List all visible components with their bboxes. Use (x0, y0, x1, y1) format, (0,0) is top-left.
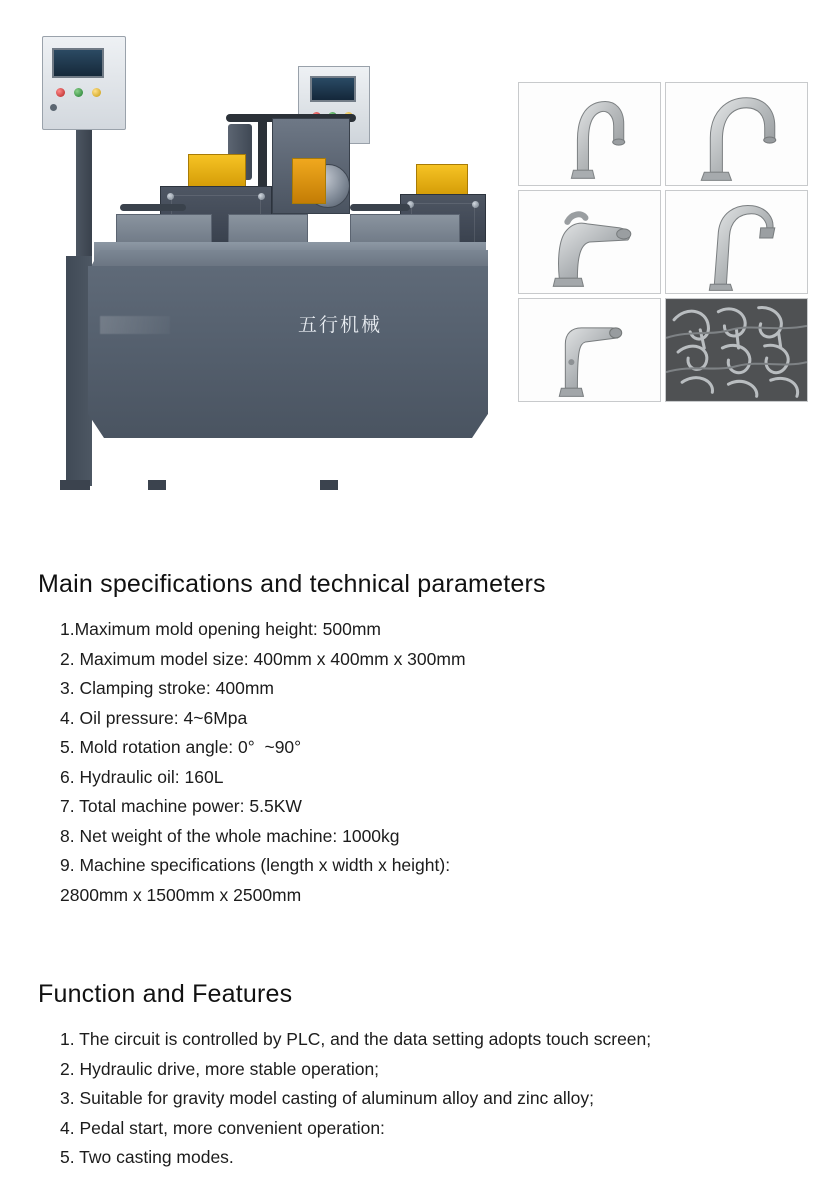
product-cell-faucet-spout-hook[interactable] (665, 190, 808, 294)
spec-item: 5. Mold rotation angle: 0° ~90° (60, 737, 302, 757)
hose-right (350, 204, 410, 211)
features-section (38, 980, 798, 1173)
spec-item: 4. Oil pressure: 4~6Mpa (60, 707, 248, 728)
logo-reflection (100, 316, 170, 334)
features-title: Function and Features (38, 980, 293, 1008)
features-list (38, 1025, 798, 1173)
start-button-left[interactable] (74, 88, 83, 97)
bolt-icon (472, 201, 479, 208)
feature-item: 1. The circuit is controlled by PLC, and the data setting adopts touch screen; (60, 1029, 652, 1049)
emergency-stop-button-left[interactable] (56, 88, 65, 97)
faucet-spout-hook-icon (666, 191, 807, 293)
castings-pile-icon (666, 299, 807, 401)
cabinet-front (88, 266, 488, 438)
touch-screen-right[interactable] (310, 76, 356, 102)
spec-item: 9. Machine specifications (length x width x height): (60, 855, 451, 875)
feature-item: 4. Pedal start, more convenient operation: (60, 1117, 385, 1138)
product-sample-grid (518, 82, 808, 402)
spec-item: 3. Clamping stroke: 400mm (60, 678, 274, 698)
indicator-lamp-left (50, 104, 57, 111)
spec-item: 8. Net weight of the whole machine: 1000kg (60, 825, 400, 846)
machine-foot (320, 480, 338, 490)
safety-guard-left (188, 154, 246, 188)
brand-logo-text: 五行机械 (297, 314, 382, 336)
product-cell-faucet-spout-curved[interactable] (518, 82, 661, 186)
bolt-icon (258, 193, 265, 200)
faucet-body-angled-icon (519, 299, 660, 401)
faucet-body-single-lever-icon (519, 191, 660, 293)
specifications-section (38, 570, 798, 910)
product-cell-faucet-body-angled[interactable] (518, 298, 661, 402)
specifications-title: Main specifications and technical parameters (38, 570, 546, 598)
feature-item: 3. Suitable for gravity model casting of aluminum alloy and zinc alloy; (60, 1088, 595, 1108)
machine-foot (60, 480, 90, 490)
product-cell-faucet-body-single-lever[interactable] (518, 190, 661, 294)
bolt-icon (167, 193, 174, 200)
product-cell-faucet-spout-gooseneck[interactable] (665, 82, 808, 186)
spec-item: 7. Total machine power: 5.5KW (60, 796, 302, 816)
product-cell-castings-pile[interactable] (665, 298, 808, 402)
safety-guard-center (292, 158, 326, 204)
feature-item: 2. Hydraulic drive, more stable operation; (60, 1058, 380, 1079)
mode-button-left[interactable] (92, 88, 101, 97)
control-cabinet-post-left (76, 130, 92, 270)
faucet-spout-gooseneck-icon (666, 83, 807, 185)
machine-foot (148, 480, 166, 490)
touch-screen-left[interactable] (52, 48, 104, 78)
spec-item: 6. Hydraulic oil: 160L (60, 766, 224, 787)
specifications-list (38, 615, 798, 910)
hose-left (120, 204, 186, 211)
product-image-area (0, 0, 825, 500)
feature-item: 5. Two casting modes. (60, 1147, 234, 1167)
spec-item-continuation: 2800mm x 1500mm x 2500mm (60, 884, 302, 905)
spec-item: 2. Maximum model size: 400mm x 400mm x 300mm (60, 648, 466, 669)
spec-item: 1.Maximum mold opening height: 500mm (60, 619, 381, 639)
machine-photo (20, 18, 500, 488)
safety-guard-right (416, 164, 468, 196)
faucet-spout-curved-icon (519, 83, 660, 185)
